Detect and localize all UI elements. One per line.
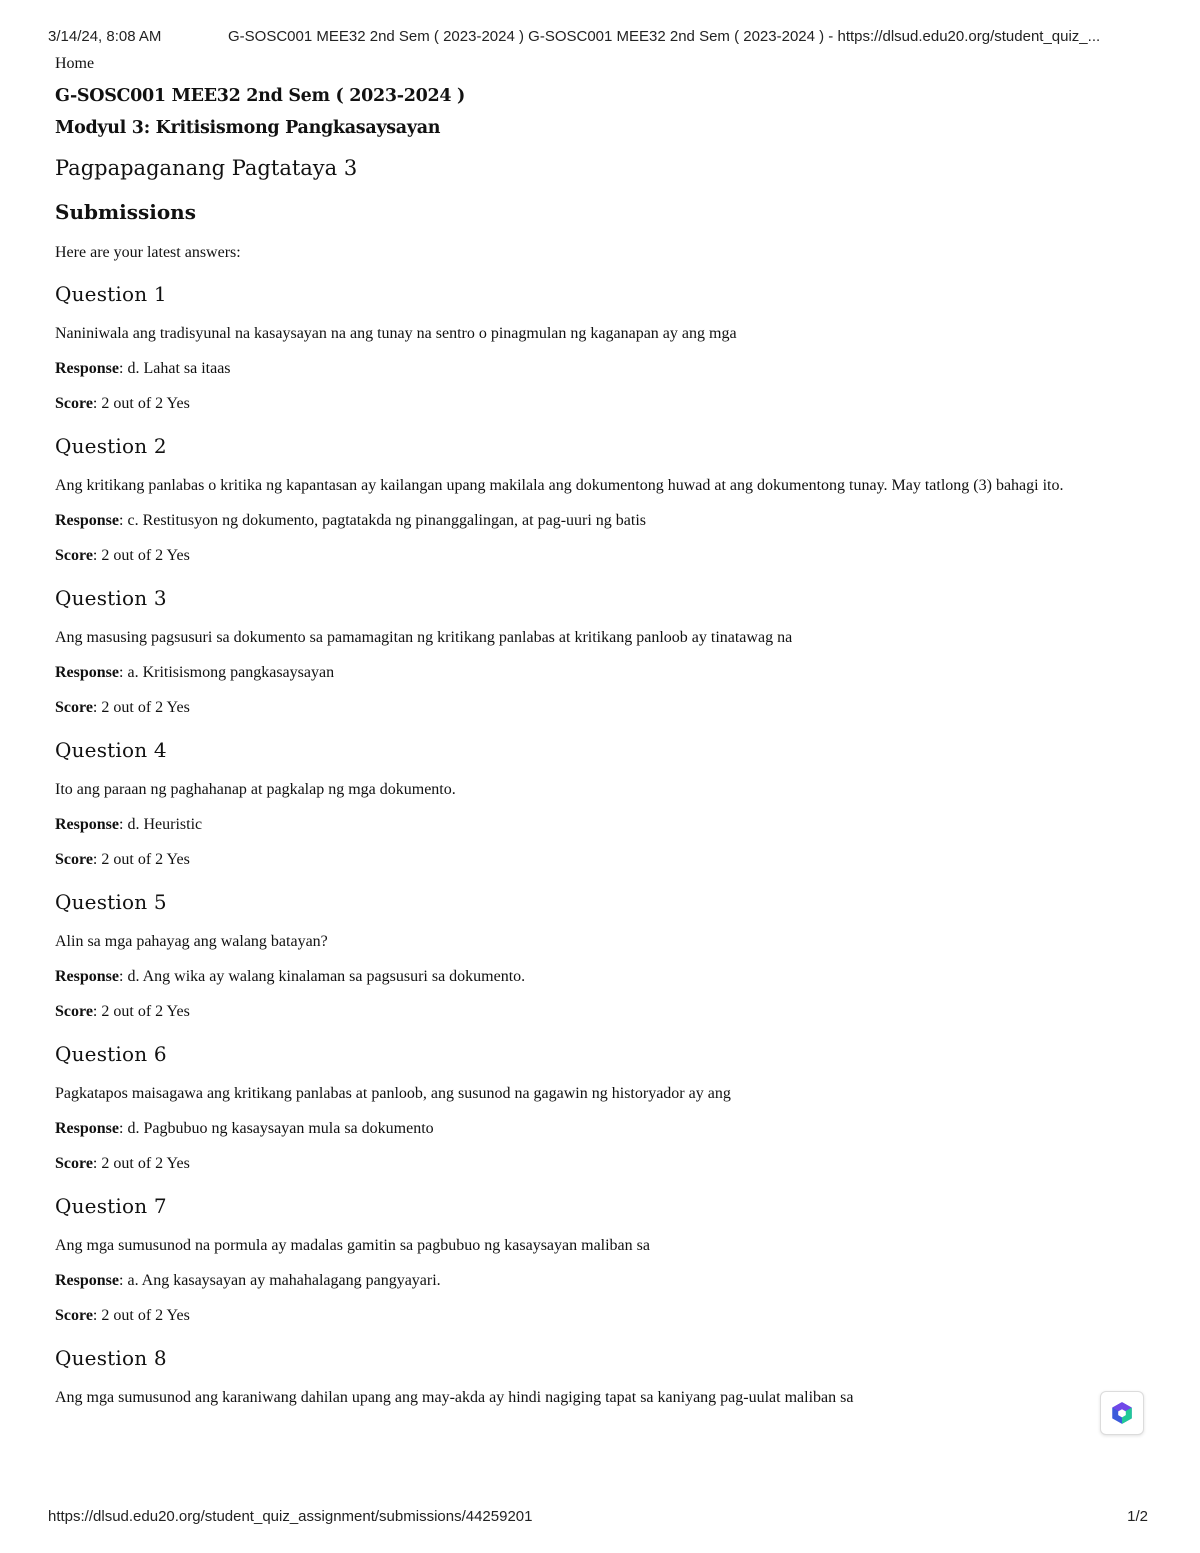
- question-title: Question 2: [55, 434, 167, 458]
- response-label: Response: [55, 816, 120, 833]
- intro-text: Here are your latest answers:: [55, 244, 241, 261]
- score-value: : 2 out of 2 Yes: [92, 1003, 190, 1020]
- response-value: : d. Pagbubuo ng kasaysayan mula sa dokumento: [119, 1120, 434, 1137]
- response-line: [55, 966, 1140, 987]
- page-content: [55, 52, 1140, 1408]
- question-text: Ang masusing pagsusuri sa dokumento sa pamamagitan ng kritikang panlabas at kritikang panloob ay tinatawag na: [55, 629, 793, 646]
- score-line: [55, 697, 1140, 718]
- response-value: : d. Heuristic: [119, 816, 203, 833]
- page-title: Pagpapaganang Pagtataya 3: [55, 156, 358, 180]
- response-value: : a. Ang kasaysayan ay mahahalagang pangyayari.: [119, 1272, 441, 1289]
- response-value: : d. Lahat sa itaas: [119, 360, 231, 377]
- print-header: [48, 28, 1144, 45]
- question-title: Question 7: [55, 1194, 167, 1218]
- score-line: [55, 1305, 1140, 1326]
- course-title: G-SOSC001 MEE32 2nd Sem ( 2023-2024 ): [55, 86, 466, 106]
- print-page-title: G-SOSC001 MEE32 2nd Sem ( 2023-2024 ) G-SOSC001 MEE32 2nd Sem ( 2023-2024 ) - https://dlsud.edu20.org/student_quiz_...: [228, 28, 1101, 45]
- question-block: [55, 433, 1140, 566]
- response-label: Response: [55, 360, 120, 377]
- print-footer: [48, 1508, 1148, 1525]
- score-value: : 2 out of 2 Yes: [92, 851, 190, 868]
- score-value: : 2 out of 2 Yes: [92, 1155, 190, 1172]
- page-number: 1/2: [1127, 1508, 1148, 1525]
- print-url: https://dlsud.edu20.org/student_quiz_assignment/submissions/44259201: [48, 1508, 533, 1525]
- score-label: Score: [55, 1307, 93, 1324]
- question-title: Question 6: [55, 1042, 167, 1066]
- question-text: Ang kritikang panlabas o kritika ng kapantasan ay kailangan upang makilala ang dokumentong huwad at ang dokumentong tunay. May tatlong (3) bahagi ito.: [55, 477, 1064, 494]
- question-title: Question 1: [55, 282, 167, 306]
- response-line: [55, 814, 1140, 835]
- response-line: [55, 358, 1140, 379]
- question-block: [55, 281, 1140, 414]
- question-title: Question 5: [55, 890, 167, 914]
- question-block: [55, 585, 1140, 718]
- print-datetime: 3/14/24, 8:08 AM: [48, 28, 162, 45]
- score-label: Score: [55, 1155, 93, 1172]
- response-label: Response: [55, 664, 120, 681]
- question-text: Alin sa mga pahayag ang walang batayan?: [55, 933, 328, 950]
- score-line: [55, 545, 1140, 566]
- response-label: Response: [55, 1120, 120, 1137]
- score-label: Score: [55, 699, 93, 716]
- home-link[interactable]: Home: [55, 55, 95, 72]
- score-label: Score: [55, 395, 93, 412]
- score-value: : 2 out of 2 Yes: [92, 547, 190, 564]
- response-label: Response: [55, 512, 120, 529]
- submissions-heading: Submissions: [55, 200, 196, 224]
- score-value: : 2 out of 2 Yes: [92, 1307, 190, 1324]
- question-text: Ang mga sumusunod ang karaniwang dahilan upang ang may-akda ay hindi nagiging tapat sa kaniyang pag-uulat maliban sa: [55, 1389, 854, 1406]
- response-label: Response: [55, 1272, 120, 1289]
- score-value: : 2 out of 2 Yes: [92, 699, 190, 716]
- score-line: [55, 1001, 1140, 1022]
- score-label: Score: [55, 547, 93, 564]
- assistant-widget-button[interactable]: [1100, 1391, 1144, 1435]
- score-line: [55, 1153, 1140, 1174]
- score-value: : 2 out of 2 Yes: [92, 395, 190, 412]
- question-block: [55, 1193, 1140, 1326]
- question-block: [55, 1345, 1140, 1408]
- response-line: [55, 1270, 1140, 1291]
- response-line: [55, 1118, 1140, 1139]
- question-title: Question 4: [55, 738, 167, 762]
- question-text: Pagkatapos maisagawa ang kritikang panlabas at panloob, ang susunod na gagawin ng historyador ay ang: [55, 1085, 731, 1102]
- score-line: [55, 393, 1140, 414]
- response-value: : d. Ang wika ay walang kinalaman sa pagsusuri sa dokumento.: [119, 968, 526, 985]
- assistant-cube-icon: [1109, 1400, 1135, 1426]
- question-text: Ang mga sumusunod na pormula ay madalas gamitin sa pagbubuo ng kasaysayan maliban sa: [55, 1237, 650, 1254]
- question-title: Question 3: [55, 586, 167, 610]
- question-block: [55, 1041, 1140, 1174]
- question-block: [55, 889, 1140, 1022]
- question-title: Question 8: [55, 1346, 167, 1370]
- response-label: Response: [55, 968, 120, 985]
- response-value: : c. Restitusyon ng dokumento, pagtatakda ng pinanggalingan, at pag-uuri ng batis: [119, 512, 647, 529]
- question-text: Ito ang paraan ng paghahanap at pagkalap ng mga dokumento.: [55, 781, 456, 798]
- response-line: [55, 662, 1140, 683]
- question-block: [55, 737, 1140, 870]
- score-line: [55, 849, 1140, 870]
- score-label: Score: [55, 1003, 93, 1020]
- question-text: Naniniwala ang tradisyunal na kasaysayan na ang tunay na sentro o pinagmulan ng kaganapan ay ang mga: [55, 325, 737, 342]
- response-value: : a. Kritisismong pangkasaysayan: [119, 664, 335, 681]
- module-title: Modyul 3: Kritisismong Pangkasaysayan: [55, 118, 441, 138]
- response-line: [55, 510, 1140, 531]
- score-label: Score: [55, 851, 93, 868]
